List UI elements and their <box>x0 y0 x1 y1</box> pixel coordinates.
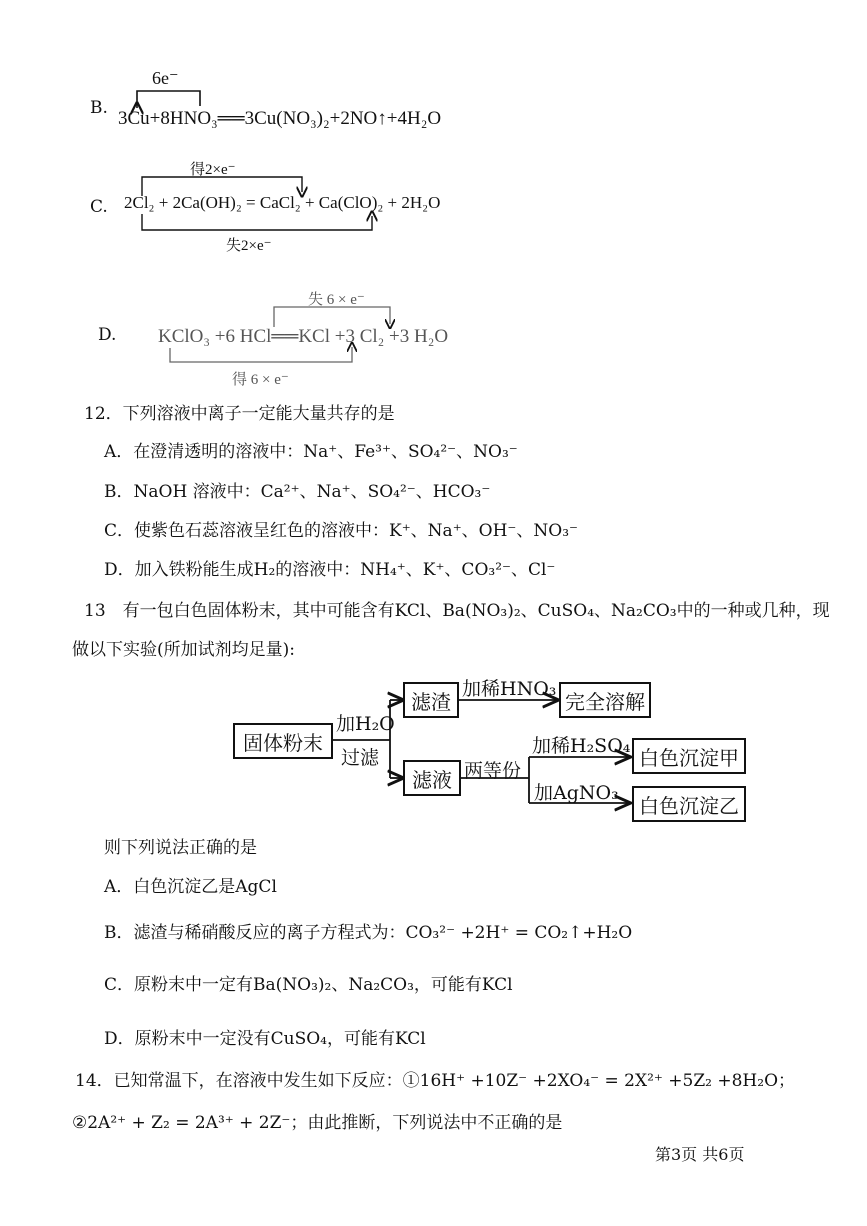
question-13-ask: 则下列说法正确的是 <box>104 838 257 858</box>
question-13-option-d: D．原粉末中一定没有CuSO₄，可能有KCl <box>104 1029 426 1049</box>
flow-add-dilute-nitric: 加稀HNO₃ <box>462 678 557 700</box>
question-12-option-b: B．NaOH 溶液中：Ca²⁺、Na⁺、SO₄²⁻、HCO₃⁻ <box>104 482 491 502</box>
question-12-stem: 12．下列溶液中离子一定能大量共存的是 <box>84 404 395 424</box>
gain-label-c: 得2×e⁻ <box>190 162 236 178</box>
flow-white-precipitate-b: 白色沉淀乙 <box>632 786 746 822</box>
electron-count-b: 6e⁻ <box>152 68 179 88</box>
question-12-option-d: D．加入铁粉能生成H₂的溶液中：NH₄⁺、K⁺、CO₃²⁻、Cl⁻ <box>104 560 556 580</box>
option-b-label: B. <box>90 98 108 118</box>
flow-add-silver-nitrate: 加AgNO₃ <box>534 782 619 804</box>
flow-step-add-water: 加H₂O <box>336 713 395 735</box>
question-13-stem-line2: 做以下实验(所加试剂均足量): <box>72 640 295 660</box>
lose-label-d: 失 6 × e⁻ <box>308 292 365 308</box>
equation-d: KClO₃ +6 HCl══KCl +3 Cl₂ +3 H₂O <box>158 326 449 347</box>
question-14-line2: ②2A²⁺ + Z₂ = 2A³⁺ + 2Z⁻；由此推断，下列说法中不正确的是 <box>72 1113 563 1133</box>
flow-residue: 滤渣 <box>403 682 459 718</box>
flow-white-precipitate-a: 白色沉淀甲 <box>632 738 746 774</box>
page-number: 第3页 共6页 <box>655 1145 745 1164</box>
flow-solid-powder: 固体粉末 <box>233 723 333 759</box>
gain-label-d: 得 6 × e⁻ <box>232 372 289 388</box>
flow-fully-dissolved: 完全溶解 <box>559 682 651 718</box>
question-13-stem-line1: 13 有一包白色固体粉末，其中可能含有KCl、Ba(NO₃)₂、CuSO₄、Na₂CO₃中的一种或几种，现 <box>84 601 830 621</box>
flow-add-dilute-sulfuric: 加稀H₂SO₄ <box>532 735 631 757</box>
question-13-option-c: C．原粉末中一定有Ba(NO₃)₂、Na₂CO₃，可能有KCl <box>104 975 513 995</box>
equation-c: 2Cl₂ + 2Ca(OH)₂ = CaCl₂ + Ca(ClO)₂ + 2H₂O <box>124 193 441 212</box>
option-c-label: C. <box>90 197 108 217</box>
question-12-option-a: A．在澄清透明的溶液中：Na⁺、Fe³⁺、SO₄²⁻、NO₃⁻ <box>104 442 518 462</box>
question-12-option-c: C．使紫色石蕊溶液呈红色的溶液中：K⁺、Na⁺、OH⁻、NO₃⁻ <box>104 521 578 541</box>
flow-filtrate: 滤液 <box>403 760 461 796</box>
equation-b: 3Cu+8HNO₃══3Cu(NO₃)₂+2NO↑+4H₂O <box>118 108 442 129</box>
option-d-label: D. <box>98 325 117 345</box>
flow-step-filter: 过滤 <box>341 747 380 769</box>
flow-split-two: 两等份 <box>464 760 522 782</box>
question-13-option-b: B．滤渣与稀硝酸反应的离子方程式为：CO₃²⁻ +2H⁺ = CO₂↑+H₂O <box>104 923 633 943</box>
question-13-option-a: A．白色沉淀乙是AgCl <box>104 877 277 897</box>
lose-label-c: 失2×e⁻ <box>226 238 272 254</box>
question-14-line1: 14．已知常温下，在溶液中发生如下反应：①16H⁺ +10Z⁻ +2XO₄⁻ = 2X²⁺ +5Z₂ +8H₂O； <box>75 1071 796 1091</box>
